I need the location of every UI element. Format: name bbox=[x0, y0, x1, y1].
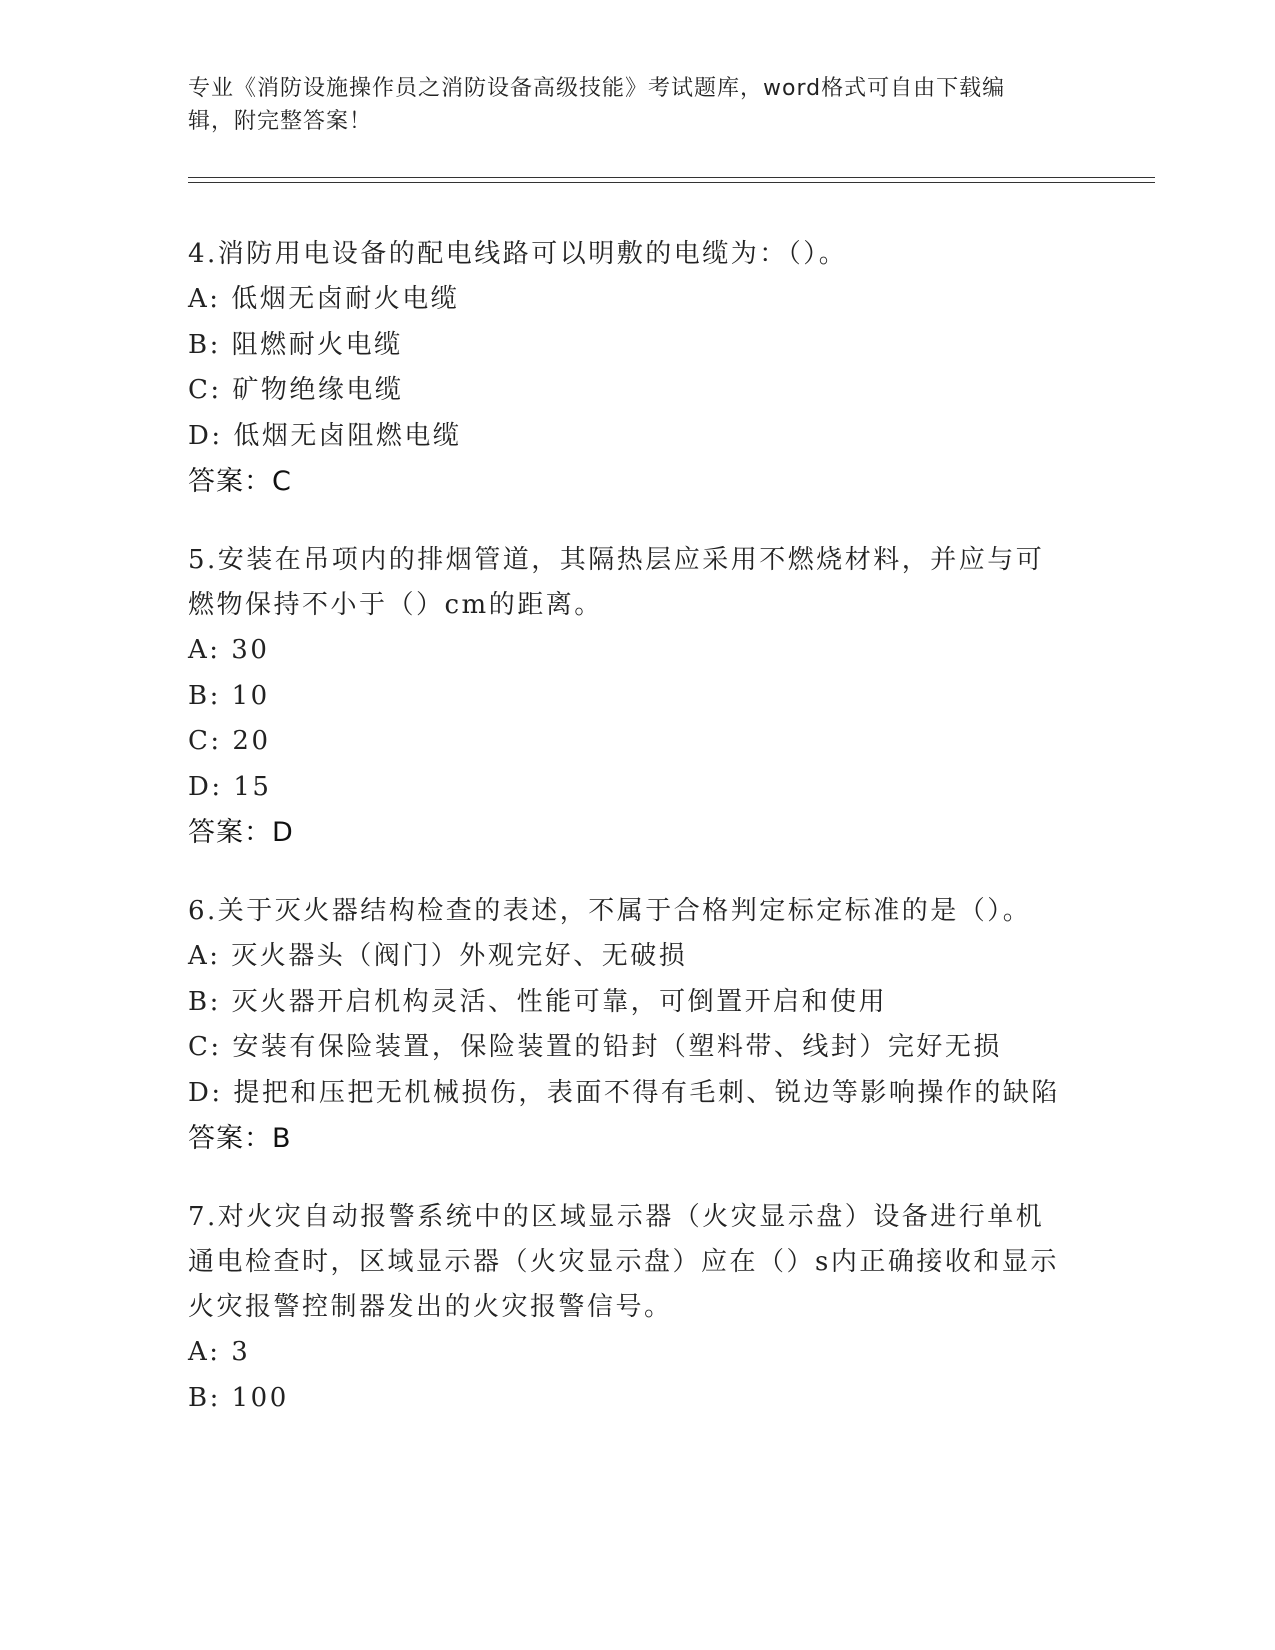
option-d: D: 15 bbox=[188, 771, 272, 802]
answer: 答案：C bbox=[188, 466, 292, 497]
option-b: B: 10 bbox=[188, 680, 270, 711]
document-header bbox=[188, 72, 1088, 138]
question-text-line-3: 火灾报警控制器发出的火灾报警信号。 bbox=[188, 1292, 673, 1322]
option-c: C: 矿物绝缘电缆 bbox=[188, 375, 404, 405]
option-a: A: 30 bbox=[188, 635, 270, 665]
question-text: 4.消防用电设备的配电线路可以明敷的电缆为：（）。 bbox=[188, 239, 848, 269]
header-line-1: 专业《消防设施操作员之消防设备高级技能》考试题库，word格式可自由下载编 bbox=[188, 76, 1006, 101]
question-5 bbox=[188, 538, 1088, 855]
header-divider-top bbox=[188, 177, 1155, 178]
header-divider-bottom bbox=[188, 182, 1155, 183]
question-text-line-1: 5.安装在吊项内的排烟管道，其隔热层应采用不燃烧材料，并应与可 bbox=[188, 545, 1045, 575]
option-c: C: 安装有保险装置，保险装置的铅封（塑料带、线封）完好无损 bbox=[188, 1032, 1002, 1062]
option-a: A: 3 bbox=[188, 1337, 251, 1367]
question-text: 6.关于灭火器结构检查的表述，不属于合格判定标定标准的是（）。 bbox=[188, 896, 1032, 926]
header-line-2: 辑，附完整答案！ bbox=[188, 109, 373, 134]
option-a: A: 灭火器头（阀门）外观完好、无破损 bbox=[188, 941, 688, 971]
option-d: D: 提把和压把无机械损伤，表面不得有毛刺、锐边等影响操作的缺陷 bbox=[188, 1077, 1060, 1108]
question-6 bbox=[188, 889, 1088, 1161]
option-b: B: 灭火器开启机构灵活、性能可靠，可倒置开启和使用 bbox=[188, 986, 888, 1017]
question-text-line-1: 7.对火灾自动报警系统中的区域显示器（火灾显示盘）设备进行单机 bbox=[188, 1202, 1045, 1232]
option-d: D: 低烟无卤阻燃电缆 bbox=[188, 420, 462, 451]
option-b: B: 100 bbox=[188, 1382, 289, 1413]
question-7 bbox=[188, 1195, 1088, 1421]
answer: 答案：B bbox=[188, 1123, 292, 1154]
option-b: B: 阻燃耐火电缆 bbox=[188, 329, 403, 360]
question-text-line-2: 通电检查时，区域显示器（火灾显示盘）应在（）s内正确接收和显示 bbox=[188, 1247, 1059, 1277]
option-a: A: 低烟无卤耐火电缆 bbox=[188, 284, 460, 314]
question-text-line-2: 燃物保持不小于（）cm的距离。 bbox=[188, 590, 603, 620]
option-c: C: 20 bbox=[188, 726, 271, 756]
answer: 答案：D bbox=[188, 817, 294, 848]
question-list bbox=[188, 232, 1088, 1455]
question-4 bbox=[188, 232, 1088, 504]
